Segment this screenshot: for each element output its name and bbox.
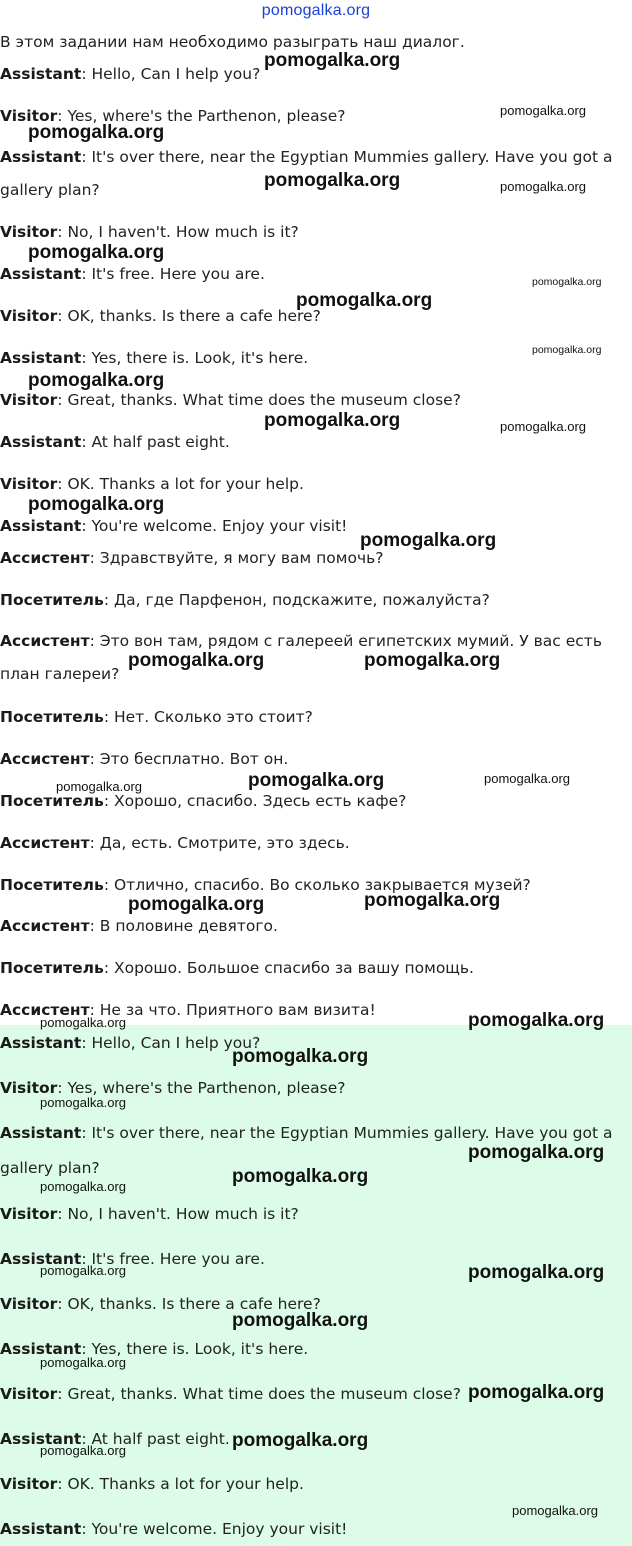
watermark: pomogalka.org — [40, 1355, 126, 1370]
watermark: pomogalka.org — [500, 419, 586, 434]
dialog-line: Visitor: OK, thanks. Is there a cafe here? — [0, 307, 321, 325]
dialog-line: Assistant: You're welcome. Enjoy your visit! — [0, 517, 348, 535]
dialog-line: Visitor: Yes, where's the Parthenon, please? — [0, 1079, 346, 1097]
dialog-line: Assistant: It's free. Here you are. — [0, 1250, 265, 1268]
watermark: pomogalka.org — [40, 1095, 126, 1110]
dialog-line: Ассистент: Не за что. Приятного вам визита! — [0, 1001, 376, 1019]
watermark: pomogalka.org — [128, 650, 265, 671]
dialog-line: Посетитель: Нет. Сколько это стоит? — [0, 708, 313, 726]
dialog-line: Ассистент: В половине девятого. — [0, 917, 278, 935]
dialog-line: Ассистент: Это вон там, рядом с галереей египетских мумий. У вас есть план галереи? — [0, 632, 602, 683]
dialog-line: Visitor: Great, thanks. What time does the museum close? — [0, 1385, 461, 1403]
watermark: pomogalka.org — [248, 770, 385, 791]
watermark: pomogalka.org — [40, 1015, 126, 1030]
dialog-line: Посетитель: Хорошо, спасибо. Здесь есть кафе? — [0, 792, 407, 810]
dialog-line: Ассистент: Да, есть. Смотрите, это здесь. — [0, 834, 350, 852]
dialog-line: Visitor: Great, thanks. What time does the museum close? — [0, 391, 461, 409]
watermark: pomogalka.org — [500, 179, 586, 194]
watermark: pomogalka.org — [484, 771, 570, 786]
watermark: pomogalka.org — [28, 370, 165, 391]
dialog-line: Visitor: No, I haven't. How much is it? — [0, 1205, 299, 1223]
watermark: pomogalka.org — [532, 344, 602, 356]
watermark: pomogalka.org — [264, 170, 401, 191]
site-title[interactable]: pomogalka.org — [261, 2, 371, 19]
watermark: pomogalka.org — [264, 410, 401, 431]
watermark: pomogalka.org — [296, 290, 433, 311]
dialog-line: Assistant: It's free. Here you are. — [0, 265, 265, 283]
watermark: pomogalka.org — [232, 1046, 369, 1067]
dialog-line: Assistant: At half past eight. — [0, 1430, 230, 1448]
watermark: pomogalka.org — [40, 1179, 126, 1194]
dialog-line: Visitor: OK, thanks. Is there a cafe here? — [0, 1295, 321, 1313]
dialog-line: Visitor: Yes, where's the Parthenon, please? — [0, 107, 346, 125]
dialog-line: Assistant: It's over there, near the Egyptian Mummies gallery. Have you got a gallery plan? — [0, 1124, 613, 1177]
dialog-line: Visitor: No, I haven't. How much is it? — [0, 223, 299, 241]
watermark: pomogalka.org — [360, 530, 497, 551]
watermark: pomogalka.org — [28, 122, 165, 143]
watermark: pomogalka.org — [512, 1503, 598, 1518]
dialog-line: Посетитель: Да, где Парфенон, подскажите, пожалуйста? — [0, 591, 490, 609]
watermark: pomogalka.org — [364, 890, 501, 911]
watermark: pomogalka.org — [532, 276, 602, 288]
dialog-line: Visitor: OK. Thanks a lot for your help. — [0, 1475, 304, 1493]
dialog-line: Visitor: OK. Thanks a lot for your help. — [0, 475, 304, 493]
watermark: pomogalka.org — [28, 494, 165, 515]
watermark: pomogalka.org — [468, 1382, 605, 1403]
intro-text: В этом задании нам необходимо разыграть наш диалог. — [0, 33, 465, 51]
watermark: pomogalka.org — [232, 1310, 369, 1331]
watermark: pomogalka.org — [232, 1430, 369, 1451]
dialog-line: Ассистент: Здравствуйте, я могу вам помочь? — [0, 549, 384, 567]
dialog-line: Посетитель: Хорошо. Большое спасибо за вашу помощь. — [0, 959, 474, 977]
watermark: pomogalka.org — [28, 242, 165, 263]
dialog-line: Assistant: Hello, Can I help you? — [0, 1034, 261, 1052]
dialog-line: Assistant: Yes, there is. Look, it's here. — [0, 1340, 309, 1358]
watermark: pomogalka.org — [364, 650, 501, 671]
watermark: pomogalka.org — [56, 779, 142, 794]
watermark: pomogalka.org — [40, 1263, 126, 1278]
dialog-line: Посетитель: Отлично, спасибо. Во сколько закрывается музей? — [0, 876, 531, 894]
watermark: pomogalka.org — [40, 1443, 126, 1458]
dialog-line: Assistant: Hello, Can I help you? — [0, 65, 261, 83]
dialog-line: Assistant: You're welcome. Enjoy your visit! — [0, 1520, 348, 1538]
watermark: pomogalka.org — [468, 1010, 605, 1031]
dialog-line: Assistant: At half past eight. — [0, 433, 230, 451]
watermark: pomogalka.org — [468, 1262, 605, 1283]
dialog-line: Assistant: It's over there, near the Egyptian Mummies gallery. Have you got a gallery plan? — [0, 148, 613, 199]
watermark: pomogalka.org — [468, 1142, 605, 1163]
watermark: pomogalka.org — [232, 1166, 369, 1187]
watermark: pomogalka.org — [500, 103, 586, 118]
dialog-line: Assistant: Yes, there is. Look, it's here. — [0, 349, 309, 367]
dialog-line: Ассистент: Это бесплатно. Вот он. — [0, 750, 289, 768]
watermark: pomogalka.org — [128, 894, 265, 915]
watermark: pomogalka.org — [264, 50, 401, 71]
